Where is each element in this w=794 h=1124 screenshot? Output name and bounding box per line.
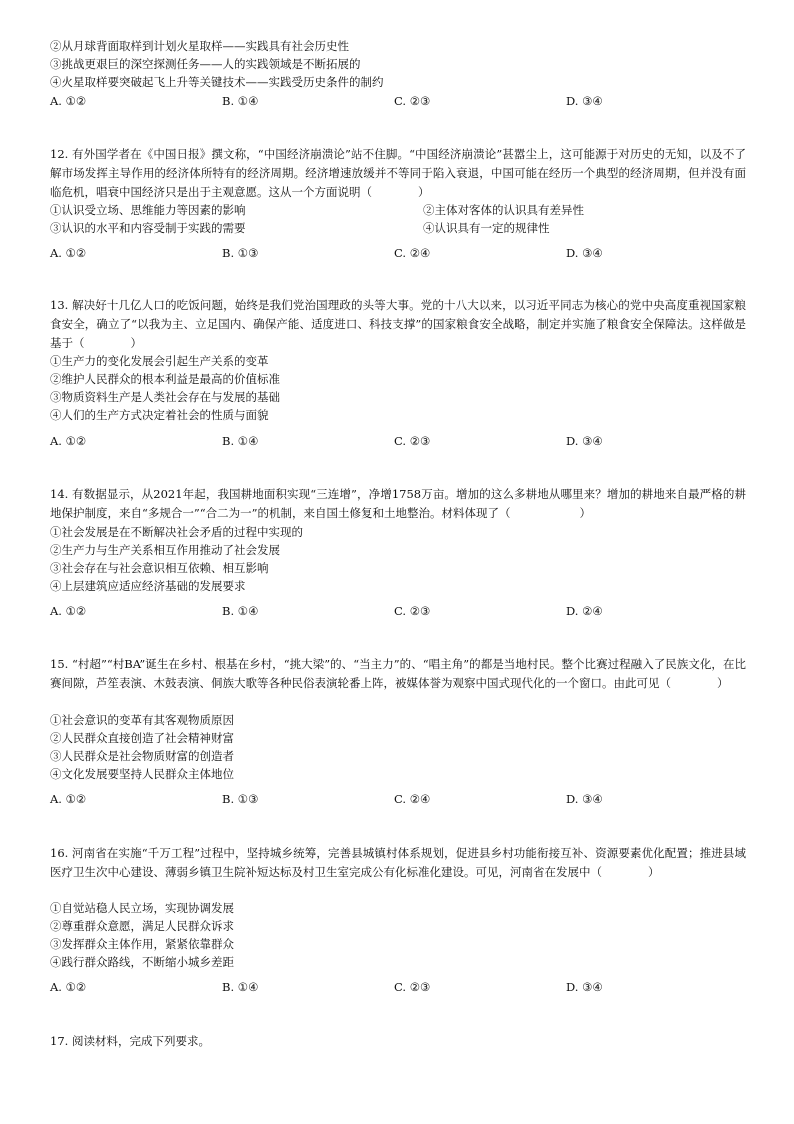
- q11-option-c[interactable]: C. ②③: [394, 94, 431, 108]
- q14-option-b[interactable]: B. ①④: [222, 604, 259, 618]
- q12-option-d[interactable]: D. ③④: [566, 246, 603, 260]
- q14-item-2: ②生产力与生产关系相互作用推动了社会发展: [50, 543, 280, 557]
- q12-option-c[interactable]: C. ②④: [394, 246, 431, 260]
- q15-options: [50, 791, 750, 807]
- q13-item-4: ④人们的生产方式决定着社会的性质与面貌: [50, 408, 269, 422]
- q17-stem: 17. 阅读材料，完成下列要求。: [50, 1034, 210, 1048]
- q12-item-3: ③认识的水平和内容受制于实践的需要: [50, 221, 246, 235]
- q16-option-b[interactable]: B. ①④: [222, 980, 259, 994]
- q13-option-d[interactable]: D. ③④: [566, 434, 603, 448]
- q14-option-c[interactable]: C. ②③: [394, 604, 431, 618]
- q15-stem: 15. “村超”“村BA”诞生在乡村、根基在乡村，“挑大梁”的、“当主力”的、“唱主角”的都是当地村民。整个比赛过程融入了民族文化，在比赛间隙，芦笙表演、木鼓表演、侗族大歌等各种民俗表演轮番上阵，被媒体誉为观察中国式现代化的一个窗口。由此可见（ ）: [50, 657, 746, 690]
- q13-option-b[interactable]: B. ①④: [222, 434, 259, 448]
- q15-option-c[interactable]: C. ②④: [394, 792, 431, 806]
- q16-item-3: ③发挥群众主体作用，紧紧依靠群众: [50, 937, 234, 951]
- q11-option-b[interactable]: B. ①④: [222, 94, 259, 108]
- q12-options: [50, 245, 750, 261]
- q16-option-c[interactable]: C. ②③: [394, 980, 431, 994]
- q11-item-3: ③挑战更艰巨的深空探测任务——人的实践领域是不断拓展的: [50, 57, 361, 71]
- q16-option-d[interactable]: D. ③④: [566, 980, 603, 994]
- q16-item-1: ①自觉站稳人民立场，实现协调发展: [50, 901, 234, 915]
- q11-item-4: ④火星取样要突破起飞上升等关键技术——实践受历史条件的制约: [50, 75, 384, 89]
- q12-item-2: ②主体对客体的认识具有差异性: [423, 203, 584, 217]
- q16-option-a[interactable]: A. ①②: [50, 980, 87, 994]
- q15-option-b[interactable]: B. ①③: [222, 792, 259, 806]
- q12-option-b[interactable]: B. ①③: [222, 246, 259, 260]
- q14-item-3: ③社会存在与社会意识相互依赖、相互影响: [50, 561, 269, 575]
- q14-option-a[interactable]: A. ①②: [50, 604, 87, 618]
- q14-option-d[interactable]: D. ②④: [566, 604, 603, 618]
- q14-item-4: ④上层建筑应适应经济基础的发展要求: [50, 579, 246, 593]
- q15-item-3: ③人民群众是社会物质财富的创造者: [50, 749, 234, 763]
- q12-option-a[interactable]: A. ①②: [50, 246, 87, 260]
- q13-item-3: ③物质资料生产是人类社会存在与发展的基础: [50, 390, 280, 404]
- q12-item-4: ④认识具有一定的规律性: [423, 221, 550, 235]
- q16-options: [50, 979, 750, 995]
- q15-item-1: ①社会意识的变革有其客观物质原因: [50, 713, 234, 727]
- q14-stem: 14. 有数据显示，从2021年起，我国耕地面积实现“三连增”，净增1758万亩。增加的这么多耕地从哪里来？增加的耕地来自最严格的耕地保护制度，来自“多规合一”“合二为一”的机制，来自国土修复和土地整治。材料体现了（ ）: [50, 487, 746, 520]
- q13-options: [50, 433, 750, 449]
- q11-item-2: ②从月球背面取样到计划火星取样——实践具有社会历史性: [50, 39, 349, 53]
- q13-option-a[interactable]: A. ①②: [50, 434, 87, 448]
- q14-item-1: ①社会发展是在不断解决社会矛盾的过程中实现的: [50, 525, 303, 539]
- q13-option-c[interactable]: C. ②③: [394, 434, 431, 448]
- q13-stem: 13. 解决好十几亿人口的吃饭问题，始终是我们党治国理政的头等大事。党的十八大以来，以习近平同志为核心的党中央高度重视国家粮食安全，确立了“以我为主、立足国内、确保产能、适度进口、科技支撑”的国家粮食安全战略，制定并实施了粮食安全保障法。这样做是基于（ ）: [50, 298, 746, 350]
- q15-item-2: ②人民群众直接创造了社会精神财富: [50, 731, 234, 745]
- q15-item-4: ④文化发展要坚持人民群众主体地位: [50, 767, 234, 781]
- q12-item-1: ①认识受立场、思维能力等因素的影响: [50, 203, 246, 217]
- q16-item-2: ②尊重群众意愿，满足人民群众诉求: [50, 919, 234, 933]
- q12-stem: 12. 有外国学者在《中国日报》撰文称，“中国经济崩溃论”站不住脚。“中国经济崩溃论”甚嚣尘上，这可能源于对历史的无知，以及不了解市场发挥主导作用的经济体所特有的经济周期。经济增速放缓并不等同于陷入衰退，中国可能在经历一个典型的经济周期，但并没有面临危机，唱衰中国经济只是出于主观意愿。这从一个方面说明（ ）: [50, 147, 746, 199]
- q15-option-d[interactable]: D. ③④: [566, 792, 603, 806]
- q14-options: [50, 603, 750, 619]
- q11-options: [50, 93, 750, 109]
- q13-item-1: ①生产力的变化发展会引起生产关系的变革: [50, 354, 269, 368]
- q16-item-4: ④践行群众路线，不断缩小城乡差距: [50, 955, 234, 969]
- q16-stem: 16. 河南省在实施“千万工程”过程中，坚持城乡统筹，完善县城镇村体系规划，促进县乡村功能衔接互补、资源要素优化配置；推进县域医疗卫生次中心建设、薄弱乡镇卫生院补短达标及村卫生室完成公有化标准化建设。可见，河南省在发展中（ ）: [50, 846, 746, 879]
- q11-option-d[interactable]: D. ③④: [566, 94, 603, 108]
- q13-item-2: ②维护人民群众的根本利益是最高的价值标准: [50, 372, 280, 386]
- q11-option-a[interactable]: A. ①②: [50, 94, 87, 108]
- q15-option-a[interactable]: A. ①②: [50, 792, 87, 806]
